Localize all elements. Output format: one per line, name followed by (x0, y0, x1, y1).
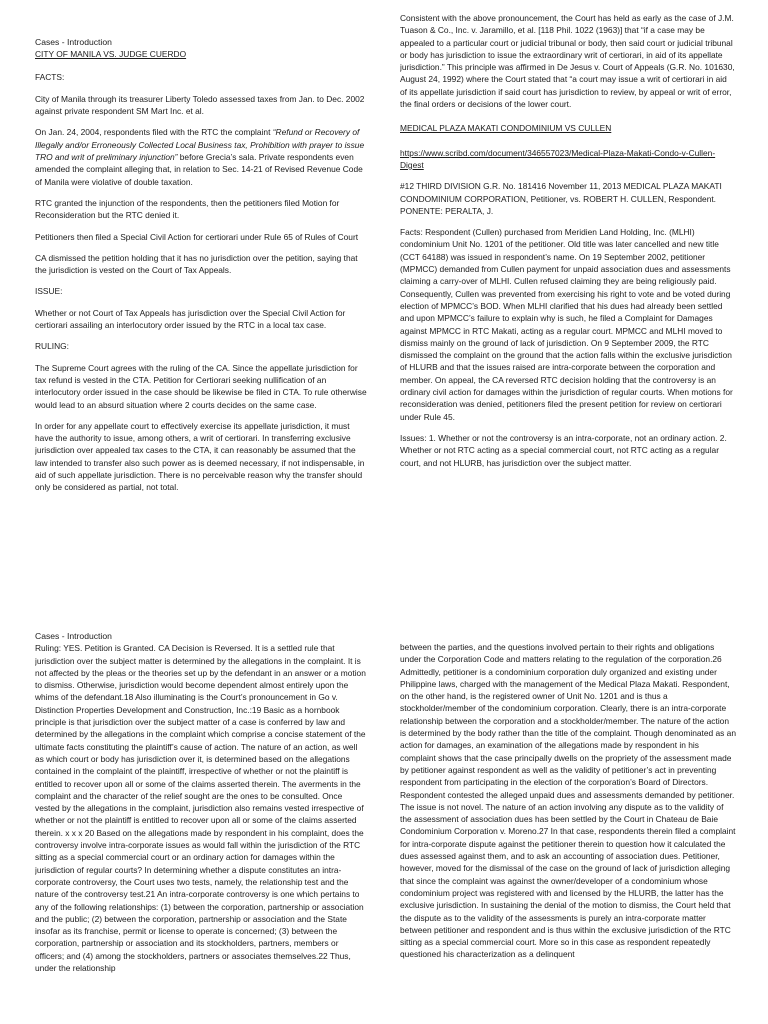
facts-paragraph: Petitioners then filed a Special Civil Action for certiorari under Rule 65 of Rules of Court (35, 231, 359, 242)
body-paragraph: Consistent with the above pronouncement, the Court has held as early as the case of J.M. Tuason & Co., Inc. v. Jaramillo, et al. [118 Phil. 1022 (1963)] that “if a case may be appealed to a particular court or judicial tribunal or body, then said court or judicial tribunal or body has jurisdiction to issue the extraordinary writ of certiorari, in aid of its appellate jurisdiction.” This principle was affirmed in De Jesus v. Court of Appeals (G.R. No. 101630, August 24, 1992) where the Court stated that “a court may issue a writ of certiorari in aid of its appellate jurisdiction if said court has jurisdiction to review, by appeal or writ of error, the final orders or decisions of the lower court. (400, 13, 735, 110)
body-paragraph: between the parties, and the questions involved pertain to their rights and obligations under the Corporation Code and matters relating to the regulation of the corporation.26 Admittedly, petitioner is a condominium corporation duly organized and existing under Philippine laws, charged with the management of the Medical Plaza Makati. Respondent, on the other hand, is the registered owner of Unit No. 1201 and is thus a stockholder/member of the condominium corporation. Clearly, there is an intra-corporate relationship between the corporation and a stockholder/member. The nature of the action is determined by the body rather than the title of the complaint. Though denominated as an action for damages, an examination of the allegations made by respondent in his complaint shows that the case principally dwells on the propriety of the assessment made by petitioner against respondent as well as the validity of petitioner’s act in preventing respondent from participating in the election of the corporation’s Board of Directors. Respondent contested the alleged unpaid dues and assessments demanded by petitioner. The issue is not novel. The nature of an action involving any dispute as to the validity of the assessment of association dues has been settled by the Court in Chateau de Baie Condominium Corporation v. Moreno.27 In that case, respondents therein filed a complaint for intra-corporate dispute against the petitioner therein to question how it calculated the dues assessed against them, and to ask an accounting of association dues. Petitioner, however, moved for the dismissal of the case on the ground of lack of jurisdiction alleging that since the complaint was against the owner/developer of a condominium whose condominium project was registered with and licensed by the HLURB, the latter has the exclusive jurisdiction. In sustaining the denial of the motion to dismiss, the Court held that the dispute as to the validity of the assessments is purely an intra-corporate matter between petitioner and respondent and is thus within the exclusive jurisdiction of the RTC sitting as a special commercial court. More so in this case as respondent repeatedly questioned his characterization as a delinquent (400, 642, 736, 960)
issue-paragraph: Whether or not Court of Tax Appeals has jurisdiction over the Special Civil Action for certiorari assailing an interlocutory order issued by the RTC in a local tax case. (35, 307, 346, 331)
issues-paragraph: Issues: 1. Whether or not the controversy is an intra-corporate, not an ordinary action. 2. Whether or not RTC acting as a special commercial court, not RTC acting as a regular court, and not HLURB, has jurisdiction over the subject matter. (400, 432, 727, 468)
case-title: MEDICAL PLAZA MAKATI CONDOMINIUM VS CULLEN (400, 123, 612, 134)
issue-label: ISSUE: (35, 286, 63, 297)
source-link-block (400, 147, 736, 172)
ruling-paragraph: In order for any appellate court to effectively exercise its appellate jurisdiction, it must have the authority to issue, among others, a writ of certiorari. In transferring exclusive jurisdiction over appealed tax cases to the CTA, it can reasonably be assumed that the law intended to transfer also such power as is deemed necessary, if not indispensable, in aid of such appellate jurisdiction. There is no perceivable reason why the transfer should only be considered as partial, not total. (35, 420, 365, 493)
facts-paragraph: RTC granted the injunction of the respondents, then the petitioners filed Motion for Reconsideration but the RTC denied it. (35, 197, 340, 221)
facts-label: FACTS: (35, 71, 65, 82)
page-header: Cases - Introduction (35, 37, 112, 47)
page-header: Cases - Introduction (35, 631, 112, 641)
document-page-2 (0, 600, 768, 1024)
page2-right-column (400, 641, 736, 1024)
case-caption: #12 THIRD DIVISION G.R. No. 181416 November 11, 2013 MEDICAL PLAZA MAKATI CONDOMINIUM CORPORATION, Petitioner, vs. ROBERT H. CULLEN, Respondent. PONENTE: PERALTA, J. (400, 181, 722, 216)
facts-paragraph: City of Manila through its treasurer Liberty Toledo assessed taxes from Jan. to Dec. 2002 against private respondent SM Mart Inc. et al. (35, 93, 365, 117)
page2-left-column (35, 630, 368, 1024)
page1-left-column (35, 36, 368, 556)
facts-paragraph: CA dismissed the petition holding that it has no jurisdiction over the petition, saying that the jurisdiction is vested on the Court of Tax Appeals. (35, 252, 358, 276)
source-link[interactable]: https://www.scribd.com/document/346557023/Medical-Plaza-Makati-Condo-v-Cullen-Digest (400, 147, 716, 170)
facts-paragraph: Facts: Respondent (Cullen) purchased from Meridien Land Holding, Inc. (MLHI) condominium Unit No. 1201 of the petitioner. Old title was later cancelled and new title (CCT 64188) was issued in respondent’s name. On 19 September 2002, petitioner (MPMCC) demanded from Cullen payment for unpaid association dues and assessments claiming a carry-over of MLHI. Cullen refused claiming they are being religiously paid. Consequently, Cullen was prevented from exercising his right to vote and be voted during election of MPMCC’s BOD. When MLHI clarified that his dues had already been settled and upon MPMCC’s failure to explain why is such, he filed a Complaint for Damages against MPMCC in RTC Makati, acting as a regular court. MPMCC and MLHI moved to dismiss mainly on the ground of lack of jurisdiction. On 9 September 2009, the RTC dismissed the complaint on the ground that the action falls within the exclusive jurisdiction of HLURB and that the issues raised are intra-corporate between the corporation and member. On appeal, the CA reversed RTC decision holding that the controversy is an ordinary civil action for damages within the jurisdiction of regular courts. When motions for reconsideration was denied, petitioners filed the present petition for review on certiorari under Rule 45. (400, 227, 733, 422)
ruling-paragraph: Ruling: YES. Petition is Granted. CA Decision is Reversed. It is a settled rule that jurisdiction over the subject matter is determined by the allegations in the complaint. It is not affected by the pleas or the theories set up by the defendant in an answer or a motion to dismiss. Otherwise, jurisdiction would become dependent almost entirely upon the whims of the defendant.18 Also illuminating is the Court’s pronouncement in Go v. Distinction Properties Development and Construction, Inc.:19 Basic as a hornbook principle is that jurisdiction over the subject matter of a case is conferred by law and determined by the allegations in the complaint which comprise a concise statement of the ultimate facts constituting the plaintiff’s cause of action. The nature of an action, as well as which court or body has jurisdiction over it, is determined based on the allegations contained in the complaint of the plaintiff, irrespective of whether or not the plaintiff is entitled to recover upon all or some of the claims asserted therein. The averments in the complaint and the character of the relief sought are the ones to be consulted. Once vested by the allegations in the complaint, jurisdiction also remains vested irrespective of whether or not the plaintiff is entitled to recover upon all or some of the claims asserted therein. x x x 20 Based on the allegations made by respondent in his complaint, does the controversy involve intra-corporate issues as would fall within the jurisdiction of the RTC sitting as a special commercial court or an ordinary action for damages within the jurisdiction of regular courts? In determining whether a dispute constitutes an intra-corporate controversy, the Court uses two tests, namely, the relationship test and the nature of the controversy test.21 An intra-corporate controversy is one which pertains to any of the following relationships: (1) between the corporation, partnership or association and the public; (2) between the corporation, partnership or association and the State insofar as its franchise, permit or license to operate is concerned; (3) between the corporation, partnership or association and its stockholders, partners, members or officers; and (4) among the stockholders, partners or associates themselves.22 Thus, under the relationship (35, 643, 366, 974)
case-title: CITY OF MANILA VS. JUDGE CUERDO (35, 49, 187, 60)
ruling-paragraph: The Supreme Court agrees with the ruling of the CA. Since the appellate jurisdiction for tax refund is vested in the CTA. Petition for Certiorari seeking nullification of an interlocutory order issued in the case should be likewise be filed in CTA. To rule otherwise would lead to an absurd situation where 2 courts decides on the same case. (35, 362, 367, 410)
facts-paragraph: On Jan. 24, 2004, respondents filed with the RTC the complaint “Refund or Recovery of Illegally and/or Erroneously Collected Local Business tax, Prohibition with prayer to issue TRO and writ of preliminary injunction” before Grecia’s sala. Private respondents even amended the complaint alleging that, in relation to Sec. 14-21 of Revised Revenue Code of Manila were violative of double taxation. (35, 127, 365, 187)
ruling-label: RULING: (35, 341, 69, 352)
page1-right-column (400, 12, 736, 557)
